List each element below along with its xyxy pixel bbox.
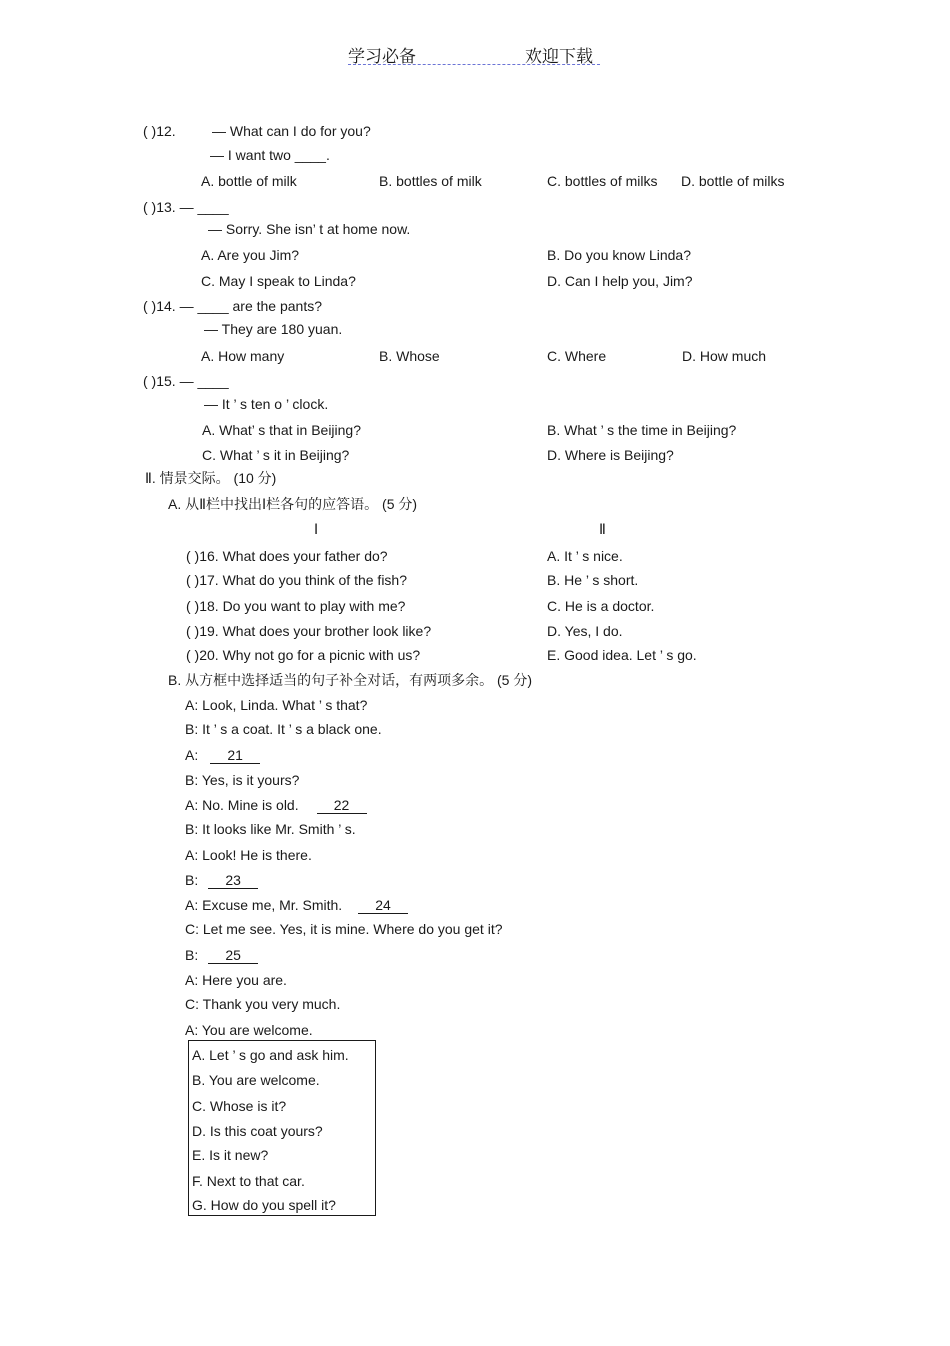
header-right-text: 欢迎下载	[525, 47, 593, 66]
section-2-part-b-instruction: B. 从方框中选择适当的句子补全对话，有两项多余。 (5 分)	[168, 672, 533, 688]
q14-option-c: C. Where	[547, 348, 607, 364]
q12-option-a: A. bottle of milk	[201, 173, 297, 189]
option-c: C. Whose is it?	[192, 1098, 287, 1114]
match-question-17: ( )17. What do you think of the fish?	[186, 572, 408, 588]
column-2-heading: Ⅱ	[599, 521, 606, 537]
dialogue-line-8	[185, 871, 258, 889]
q13-line2: — Sorry. She isn’ t at home now.	[208, 221, 411, 237]
match-answer-d: D. Yes, I do.	[547, 623, 623, 639]
section-2-part-a-instruction: A. 从Ⅱ栏中找出Ⅰ栏各句的应答语。 (5 分)	[168, 496, 418, 512]
dialogue-line-7: A: Look! He is there.	[185, 847, 312, 863]
dialogue-line-3	[185, 746, 260, 764]
dialogue-line-10: C: Let me see. Yes, it is mine. Where do you get it?	[185, 921, 503, 937]
q14-option-a: A. How many	[201, 348, 285, 364]
option-a: A. Let ’ s go and ask him.	[192, 1047, 349, 1063]
speaker-label: B:	[185, 872, 199, 888]
blank-22: 22	[317, 798, 367, 814]
option-d: D. Is this coat yours?	[192, 1123, 323, 1139]
q15-number: ( )15. — ____	[143, 373, 229, 389]
dialogue-line-14: A: You are welcome.	[185, 1022, 313, 1038]
q12-option-c: C. bottles of milks	[547, 173, 658, 189]
q15-option-a: A. What’ s that in Beijing?	[202, 422, 362, 438]
q12-option-b: B. bottles of milk	[379, 173, 482, 189]
match-answer-b: B. He ’ s short.	[547, 572, 639, 588]
q14-option-b: B. Whose	[379, 348, 440, 364]
q15-line2: — It ’ s ten o ’ clock.	[204, 396, 329, 412]
q13-option-b: B. Do you know Linda?	[547, 247, 691, 263]
option-b: B. You are welcome.	[192, 1072, 320, 1088]
option-e: E. Is it new?	[192, 1147, 269, 1163]
dialogue-line-11	[185, 946, 258, 964]
match-question-18: ( )18. Do you want to play with me?	[186, 598, 406, 614]
speaker-label: B:	[185, 947, 199, 963]
options-box	[188, 1040, 376, 1216]
blank-24: 24	[358, 898, 408, 914]
dialogue-line-4: B: Yes, is it yours?	[185, 772, 300, 788]
dialogue-line-6: B: It looks like Mr. Smith ’ s.	[185, 821, 356, 837]
q14-line2: — They are 180 yuan.	[204, 321, 343, 337]
match-question-19: ( )19. What does your brother look like?	[186, 623, 432, 639]
match-answer-c: C. He is a doctor.	[547, 598, 655, 614]
q12-line1: — What can I do for you?	[212, 123, 371, 139]
header-left-text: 学习必备	[348, 47, 416, 66]
section-2-title: Ⅱ. 情景交际。 (10 分)	[145, 470, 277, 486]
dialogue-line-5	[185, 796, 367, 814]
blank-21: 21	[210, 748, 260, 764]
q13-number: ( )13. — ____	[143, 199, 229, 215]
speaker-label: A:	[185, 747, 199, 763]
q15-option-c: C. What ’ s it in Beijing?	[202, 447, 350, 463]
q13-option-d: D. Can I help you, Jim?	[547, 273, 693, 289]
dialogue-line-13: C: Thank you very much.	[185, 996, 341, 1012]
match-question-16: ( )16. What does your father do?	[186, 548, 388, 564]
dialogue-line-1: A: Look, Linda. What ’ s that?	[185, 697, 368, 713]
dialogue-line-9	[185, 896, 408, 914]
q14-number: ( )14. — ____ are the pants?	[143, 298, 322, 314]
match-answer-e: E. Good idea. Let ’ s go.	[547, 647, 697, 663]
dialogue-text: A: Excuse me, Mr. Smith.	[185, 897, 343, 913]
q14-option-d: D. How much	[682, 348, 767, 364]
q13-option-c: C. May I speak to Linda?	[201, 273, 356, 289]
q12-option-d: D. bottle of milks	[681, 173, 785, 189]
dialogue-line-2: B: It ’ s a coat. It ’ s a black one.	[185, 721, 382, 737]
column-1-heading: Ⅰ	[314, 521, 319, 537]
option-f: F. Next to that car.	[192, 1173, 305, 1189]
match-answer-a: A. It ’ s nice.	[547, 548, 623, 564]
blank-23: 23	[208, 873, 258, 889]
page-header	[348, 42, 600, 65]
dialogue-text: A: No. Mine is old.	[185, 797, 299, 813]
option-g: G. How do you spell it?	[192, 1197, 336, 1213]
q15-option-b: B. What ’ s the time in Beijing?	[547, 422, 737, 438]
blank-25: 25	[208, 948, 258, 964]
match-question-20: ( )20. Why not go for a picnic with us?	[186, 647, 421, 663]
q12-line2: — I want two ____.	[210, 147, 330, 163]
q13-option-a: A. Are you Jim?	[201, 247, 300, 263]
q12-number: ( )12.	[143, 123, 176, 139]
dialogue-line-12: A: Here you are.	[185, 972, 287, 988]
q15-option-d: D. Where is Beijing?	[547, 447, 674, 463]
